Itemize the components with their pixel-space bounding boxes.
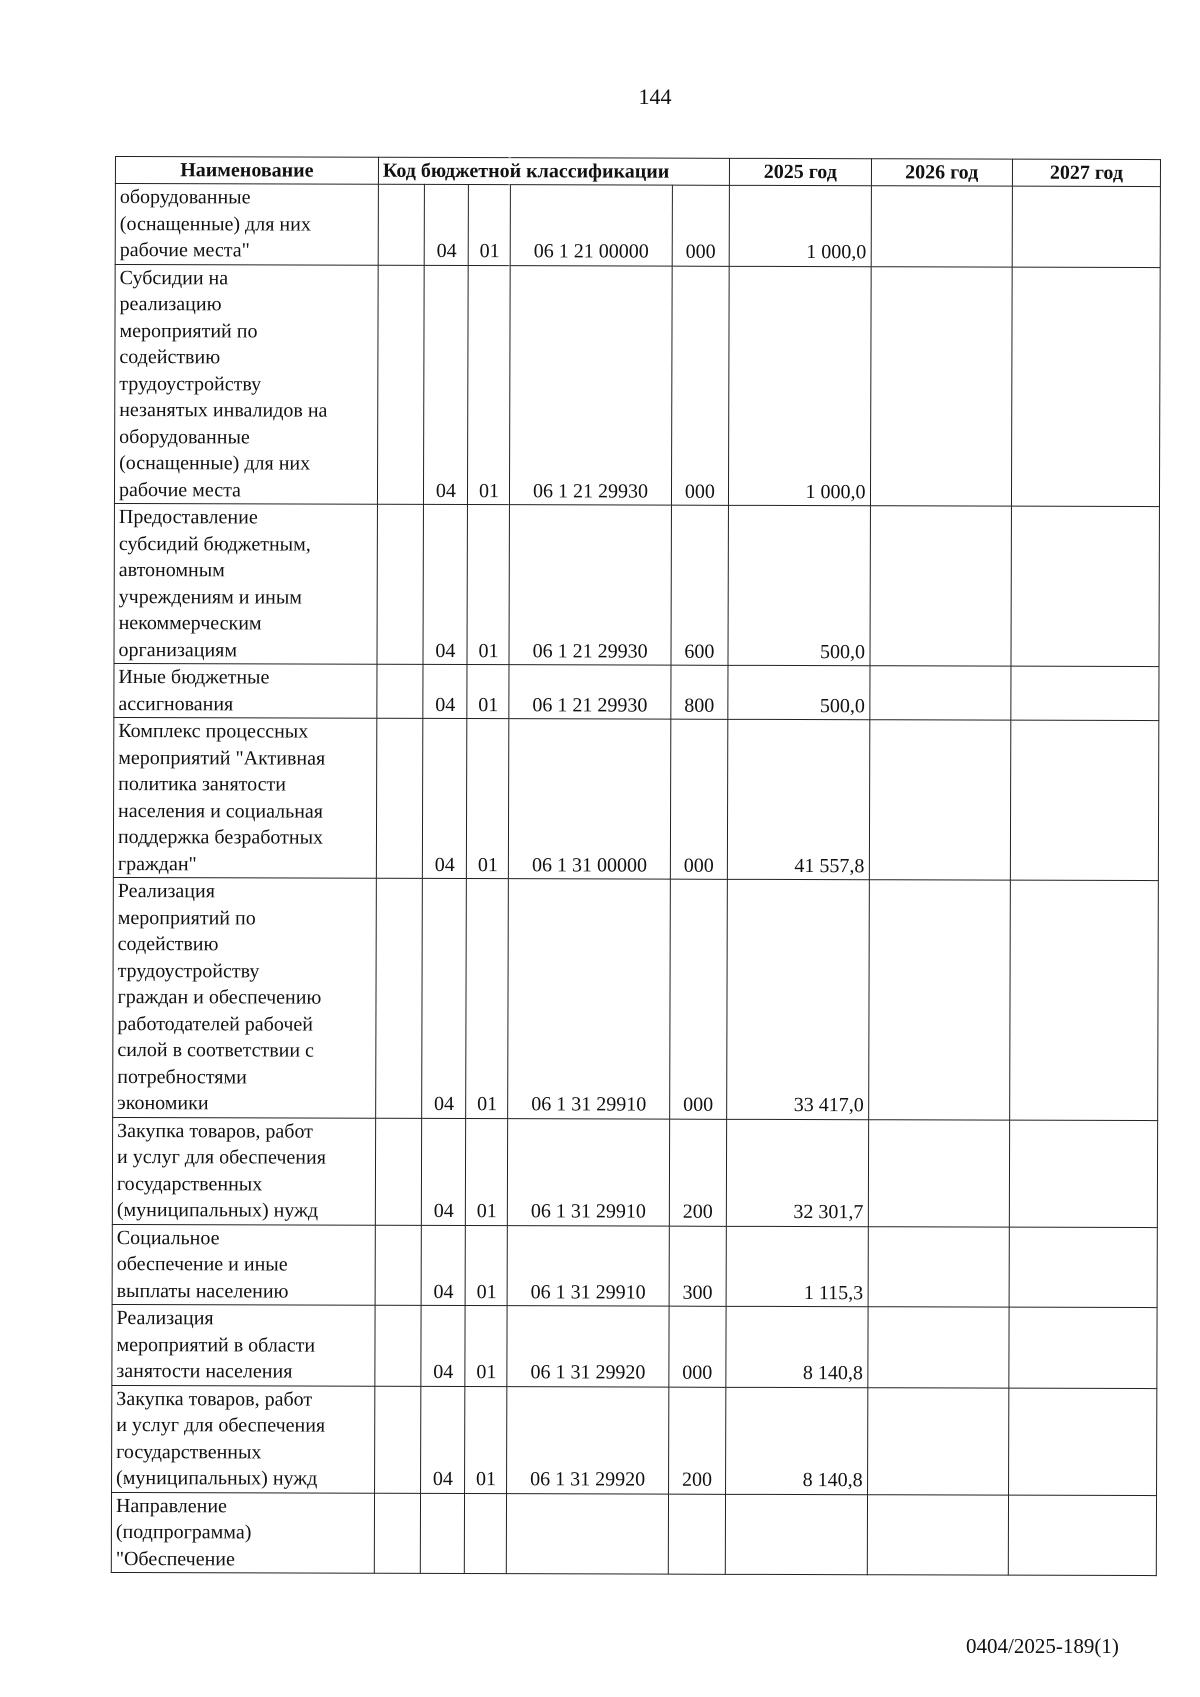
- target-code: 06 1 21 29930: [510, 265, 672, 505]
- amount-2026: [868, 1119, 1010, 1226]
- row-name-line: содействию: [119, 346, 221, 369]
- row-name-line: трудоустройству: [117, 959, 260, 982]
- target-code: 06 1 31 29910: [508, 1118, 670, 1225]
- table-row: [114, 264, 1160, 507]
- amount-2025: 32 301,7: [726, 1119, 868, 1226]
- amount-2027: [1009, 1227, 1157, 1308]
- target-code: [507, 1493, 669, 1574]
- row-name-line: Предоставление: [118, 506, 258, 529]
- amount-2025: 8 140,8: [726, 1387, 868, 1494]
- target-code: 06 1 31 29910: [508, 879, 670, 1119]
- table-header-row: [115, 157, 1160, 187]
- subsection-code: 01: [467, 505, 509, 665]
- subsection-code: [465, 1493, 507, 1574]
- row-name-line: граждан": [117, 852, 197, 875]
- amount-2026: [867, 1387, 1009, 1494]
- header-name: Наименование: [115, 157, 378, 185]
- row-name-line: населения и социальная: [118, 799, 324, 823]
- row-name-line: оборудованные: [119, 186, 251, 209]
- amount-2025: 1 000,0: [729, 266, 871, 506]
- row-name-line: некоммерческим: [118, 612, 262, 635]
- section-code: 04: [424, 265, 469, 505]
- row-name-line: Направление: [115, 1494, 227, 1517]
- amount-2026: [867, 1494, 1009, 1575]
- target-code: 06 1 31 29920: [507, 1386, 669, 1493]
- row-name-line: мероприятий в области: [116, 1333, 316, 1357]
- amount-2027: [1010, 880, 1159, 1120]
- row-name-line: Субсидии на: [119, 266, 229, 289]
- amount-2027: [1011, 267, 1160, 507]
- table-row: [112, 1385, 1157, 1495]
- expense-type-code: 800: [671, 665, 729, 719]
- row-name: [114, 503, 377, 664]
- table-row: [115, 184, 1160, 268]
- expense-type-code: 600: [671, 505, 729, 665]
- amount-2027: [1009, 1120, 1157, 1227]
- row-name-line: мероприятий по: [119, 319, 258, 342]
- row-name-line: мероприятий "Активная: [118, 746, 326, 770]
- row-name-line: рабочие места": [119, 239, 250, 262]
- expense-type-code: 300: [669, 1226, 727, 1307]
- amount-2027: [1008, 1495, 1156, 1576]
- amount-2027: [1009, 1307, 1157, 1388]
- section-code: 04: [421, 1386, 465, 1493]
- row-name-line: и услуг для обеспечения: [116, 1146, 326, 1169]
- blank-cell: [374, 1493, 421, 1574]
- amount-2027: [1010, 720, 1159, 880]
- row-name-line: трудоустройству: [119, 372, 262, 395]
- blank-cell: [376, 718, 423, 878]
- row-name-line: Закупка товаров, работ: [117, 1119, 313, 1143]
- row-name-line: потребностями: [117, 1065, 247, 1088]
- row-name-line: (муниципальных) нужд: [116, 1467, 318, 1490]
- row-name-line: экономики: [117, 1092, 209, 1115]
- blank-cell: [375, 1305, 422, 1386]
- row-name-line: содействию: [117, 933, 219, 956]
- row-name-line: обеспечение и иные: [116, 1253, 288, 1276]
- row-name-line: Иные бюджетные: [118, 666, 270, 689]
- row-name-line: незанятых инвалидов на: [119, 399, 328, 422]
- subsection-code: 01: [467, 719, 509, 879]
- expense-type-code: 000: [672, 185, 730, 266]
- table-row: [112, 1224, 1157, 1308]
- subsection-code: 01: [465, 1386, 507, 1493]
- amount-2026: [870, 266, 1012, 506]
- table-row: [114, 663, 1159, 720]
- expense-type-code: 000: [669, 879, 727, 1119]
- row-name-line: занятости населения: [116, 1360, 293, 1383]
- row-name: [114, 264, 378, 504]
- amount-2025: 500,0: [728, 665, 870, 719]
- amount-2026: [868, 1226, 1010, 1307]
- amount-2026: [870, 506, 1012, 666]
- row-name-line: субсидий бюджетным,: [118, 532, 311, 556]
- row-name-line: организациям: [118, 638, 238, 661]
- row-name-line: (оснащенные) для них: [119, 452, 311, 475]
- header-2025: 2025 год: [730, 158, 871, 185]
- amount-2025: 500,0: [728, 505, 870, 665]
- header-budget-code: Код бюджетной классификации: [378, 157, 729, 185]
- header-2026: 2026 год: [871, 159, 1012, 186]
- expense-type-code: 200: [669, 1119, 727, 1226]
- row-name-line: Социальное: [116, 1226, 220, 1249]
- row-name: [112, 1385, 375, 1493]
- row-name-line: автономным: [118, 559, 225, 582]
- row-name-line: и услуг для обеспечения: [116, 1414, 326, 1437]
- section-code: 04: [423, 718, 468, 878]
- row-name-line: ассигнования: [118, 692, 234, 715]
- subsection-code: 01: [466, 1225, 508, 1306]
- blank-cell: [377, 504, 424, 664]
- table-body: [111, 184, 1160, 1576]
- blank-cell: [374, 1386, 421, 1493]
- document-code: 0404/2025-189(1): [966, 1634, 1119, 1658]
- blank-cell: [377, 265, 424, 505]
- expense-type-code: 000: [669, 1306, 727, 1387]
- table-row: [113, 877, 1159, 1120]
- subsection-code: 01: [466, 1118, 508, 1225]
- table-row: [114, 503, 1159, 666]
- row-name-line: Комплекс процессных: [118, 720, 309, 743]
- row-name-line: рабочие места: [118, 478, 241, 501]
- blank-cell: [375, 1225, 422, 1306]
- row-name-line: "Обеспечение: [115, 1547, 235, 1570]
- target-code: 06 1 31 29920: [507, 1306, 669, 1387]
- section-code: 04: [421, 1305, 465, 1386]
- expense-type-code: 200: [668, 1387, 726, 1494]
- target-code: 06 1 21 29930: [509, 505, 671, 665]
- subsection-code: 01: [466, 879, 509, 1119]
- page-number: 144: [638, 84, 672, 109]
- amount-2025: [725, 1494, 867, 1575]
- row-name-line: (муниципальных) нужд: [116, 1199, 319, 1222]
- row-name-line: поддержка безработных: [117, 826, 324, 849]
- subsection-code: 01: [469, 185, 511, 266]
- row-name-line: работодателей рабочей: [117, 1012, 314, 1036]
- row-name-line: Закупка товаров, работ: [116, 1387, 313, 1411]
- blank-cell: [376, 878, 423, 1118]
- budget-table-container: [111, 156, 1161, 1576]
- row-name-line: государственных: [116, 1440, 262, 1463]
- row-name-line: Реализация: [116, 1307, 214, 1330]
- row-name: [114, 663, 377, 718]
- amount-2026: [869, 666, 1011, 720]
- row-name: [111, 1492, 374, 1573]
- subsection-code: 01: [465, 1306, 507, 1387]
- section-code: 04: [423, 664, 467, 718]
- blank-cell: [377, 664, 424, 718]
- expense-type-code: 000: [670, 719, 728, 879]
- amount-2026: [867, 1307, 1009, 1388]
- row-name-line: Реализация: [117, 880, 215, 903]
- amount-2026: [868, 880, 1010, 1120]
- amount-2025: 1 000,0: [729, 185, 871, 266]
- amount-2027: [1008, 1388, 1156, 1495]
- amount-2027: [1011, 666, 1159, 720]
- row-name-line: оборудованные: [119, 425, 250, 448]
- row-name-line: реализацию: [119, 293, 222, 316]
- table-row: [113, 717, 1158, 880]
- subsection-code: 01: [468, 265, 511, 505]
- row-name-line: политика занятости: [118, 773, 287, 796]
- row-name-line: граждан и обеспечению: [117, 986, 322, 1009]
- target-code: 06 1 21 29930: [509, 665, 670, 719]
- target-code: 06 1 21 00000: [511, 185, 673, 266]
- section-code: 04: [422, 1118, 466, 1225]
- target-code: 06 1 31 29910: [508, 1225, 670, 1306]
- row-name: [115, 184, 378, 265]
- row-name-line: (подпрограмма): [115, 1521, 252, 1544]
- subsection-code: 01: [467, 665, 509, 719]
- amount-2025: 41 557,8: [727, 719, 869, 879]
- expense-type-code: [668, 1494, 726, 1575]
- amount-2026: [871, 186, 1013, 267]
- table-row: [111, 1492, 1156, 1576]
- row-name: [113, 877, 377, 1117]
- amount-2025: 8 140,8: [726, 1306, 868, 1387]
- expense-type-code: 000: [671, 266, 729, 506]
- amount-2025: 33 417,0: [727, 879, 869, 1119]
- amount-2025: 1 115,3: [726, 1226, 868, 1307]
- row-name-line: учреждениям и иным: [118, 585, 303, 609]
- table-row: [112, 1117, 1157, 1227]
- section-code: 04: [424, 184, 468, 265]
- row-name-line: силой в соответствии с: [117, 1039, 314, 1062]
- section-code: 04: [423, 504, 468, 664]
- row-name-line: (оснащенные) для них: [119, 212, 311, 236]
- section-code: 04: [422, 878, 467, 1118]
- row-name: [112, 1117, 375, 1225]
- row-name-line: мероприятий по: [117, 906, 256, 929]
- row-name: [112, 1224, 375, 1305]
- section-code: [421, 1493, 465, 1574]
- amount-2027: [1011, 506, 1160, 666]
- budget-table: [111, 156, 1161, 1576]
- row-name-line: государственных: [116, 1172, 263, 1195]
- header-2027: 2027 год: [1012, 159, 1160, 186]
- table-row: [112, 1304, 1157, 1388]
- row-name: [112, 1304, 375, 1385]
- amount-2027: [1012, 186, 1160, 267]
- blank-cell: [375, 1118, 422, 1225]
- row-name-line: выплаты населению: [116, 1279, 289, 1303]
- blank-cell: [378, 184, 425, 265]
- target-code: 06 1 31 00000: [509, 719, 671, 879]
- row-name: [113, 717, 376, 878]
- amount-2026: [869, 720, 1011, 880]
- section-code: 04: [421, 1225, 465, 1306]
